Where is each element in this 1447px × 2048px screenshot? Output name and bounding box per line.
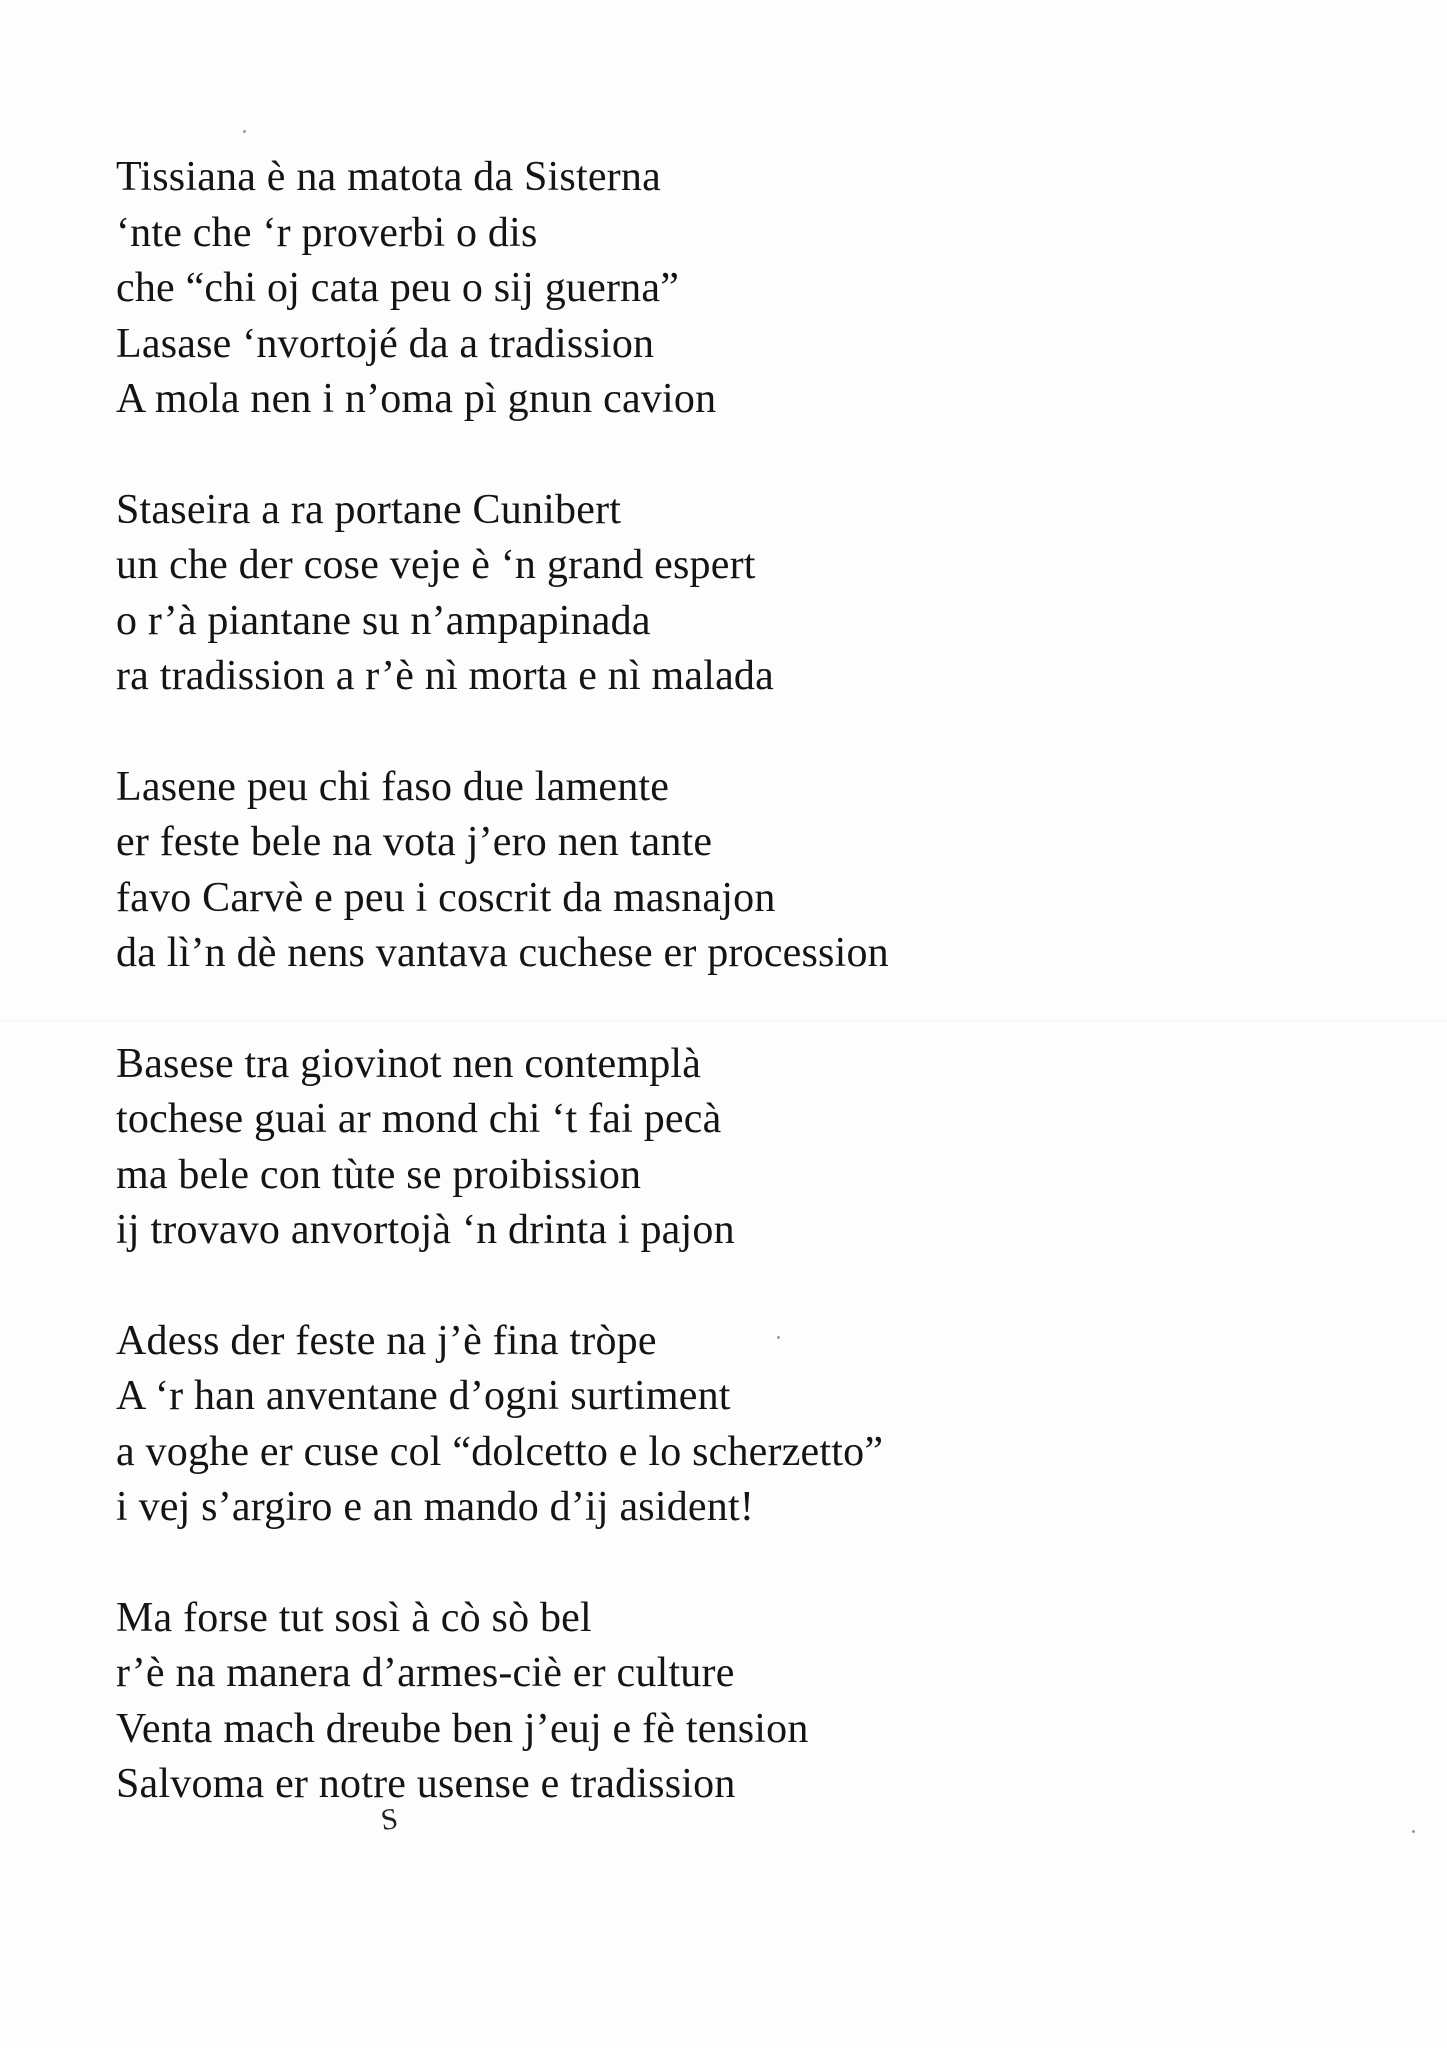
dust-speck xyxy=(243,130,246,133)
poem-line: da lì’n dè nens vantava cuchese er procession xyxy=(116,930,889,976)
poem-line: ra tradission a r’è nì morta e nì malada xyxy=(116,653,774,699)
poem-line: Salvoma er notre usense e tradission xyxy=(116,1761,736,1807)
poem-line: ‘nte che ‘r proverbi o dis xyxy=(116,209,538,256)
poem-line: A mola nen i n’oma pì gnun cavion xyxy=(116,376,717,422)
handwritten-mark: S xyxy=(378,1802,400,1838)
stanza-6 xyxy=(116,1591,1366,1813)
poem-line: ij trovavo anvortojà ‘n drinta i pajon xyxy=(116,1207,735,1253)
dust-speck xyxy=(1412,1830,1415,1833)
poem-line: Venta mach dreube ben j’euj e fè tension xyxy=(116,1705,809,1752)
poem-line: ma bele con tùte se proibission xyxy=(116,1151,642,1198)
stanza-3 xyxy=(116,760,1366,982)
poem-line: Staseira a ra portane Cunibert xyxy=(116,486,622,533)
stanza-5 xyxy=(116,1314,1366,1536)
poem-line: che “chi oj cata peu o sij guerna” xyxy=(116,265,680,311)
poem-line: er feste bele na vota j’ero nen tante xyxy=(116,819,713,865)
poem-line: r’è na manera d’armes-ciè er culture xyxy=(116,1650,735,1696)
poem-line: Adess der feste na j’è fina tròpe xyxy=(116,1317,657,1364)
poem-line: i vej s’argiro e an mando d’ij asident! xyxy=(116,1484,755,1530)
stanza-4 xyxy=(116,1037,1366,1259)
poem-line: Lasene peu chi faso due lamente xyxy=(116,763,670,810)
poem-line: Lasase ‘nvortojé da a tradission xyxy=(116,320,655,367)
poem-line: A ‘r han anventane d’ogni surtiment xyxy=(116,1373,731,1419)
stanza-2 xyxy=(116,483,1366,705)
stanza-1 xyxy=(116,150,1366,428)
poem-line: o r’à piantane su n’ampapinada xyxy=(116,597,651,644)
poem-line: Ma forse tut sosì à cò sò bel xyxy=(116,1594,592,1641)
dust-speck xyxy=(777,1336,780,1339)
poem-line: un che der cose veje è ‘n grand espert xyxy=(116,542,756,588)
poem-line: a voghe er cuse col “dolcetto e lo scherzetto” xyxy=(116,1428,884,1475)
poem-line: favo Carvè e peu i coscrit da masnajon xyxy=(116,874,776,921)
poem-line: Tissiana è na matota da Sisterna xyxy=(116,154,661,200)
poem-line: Basese tra giovinot nen contemplà xyxy=(116,1040,702,1087)
poem xyxy=(116,150,1366,1868)
poem-line: tochese guai ar mond chi ‘t fai pecà xyxy=(116,1096,722,1142)
